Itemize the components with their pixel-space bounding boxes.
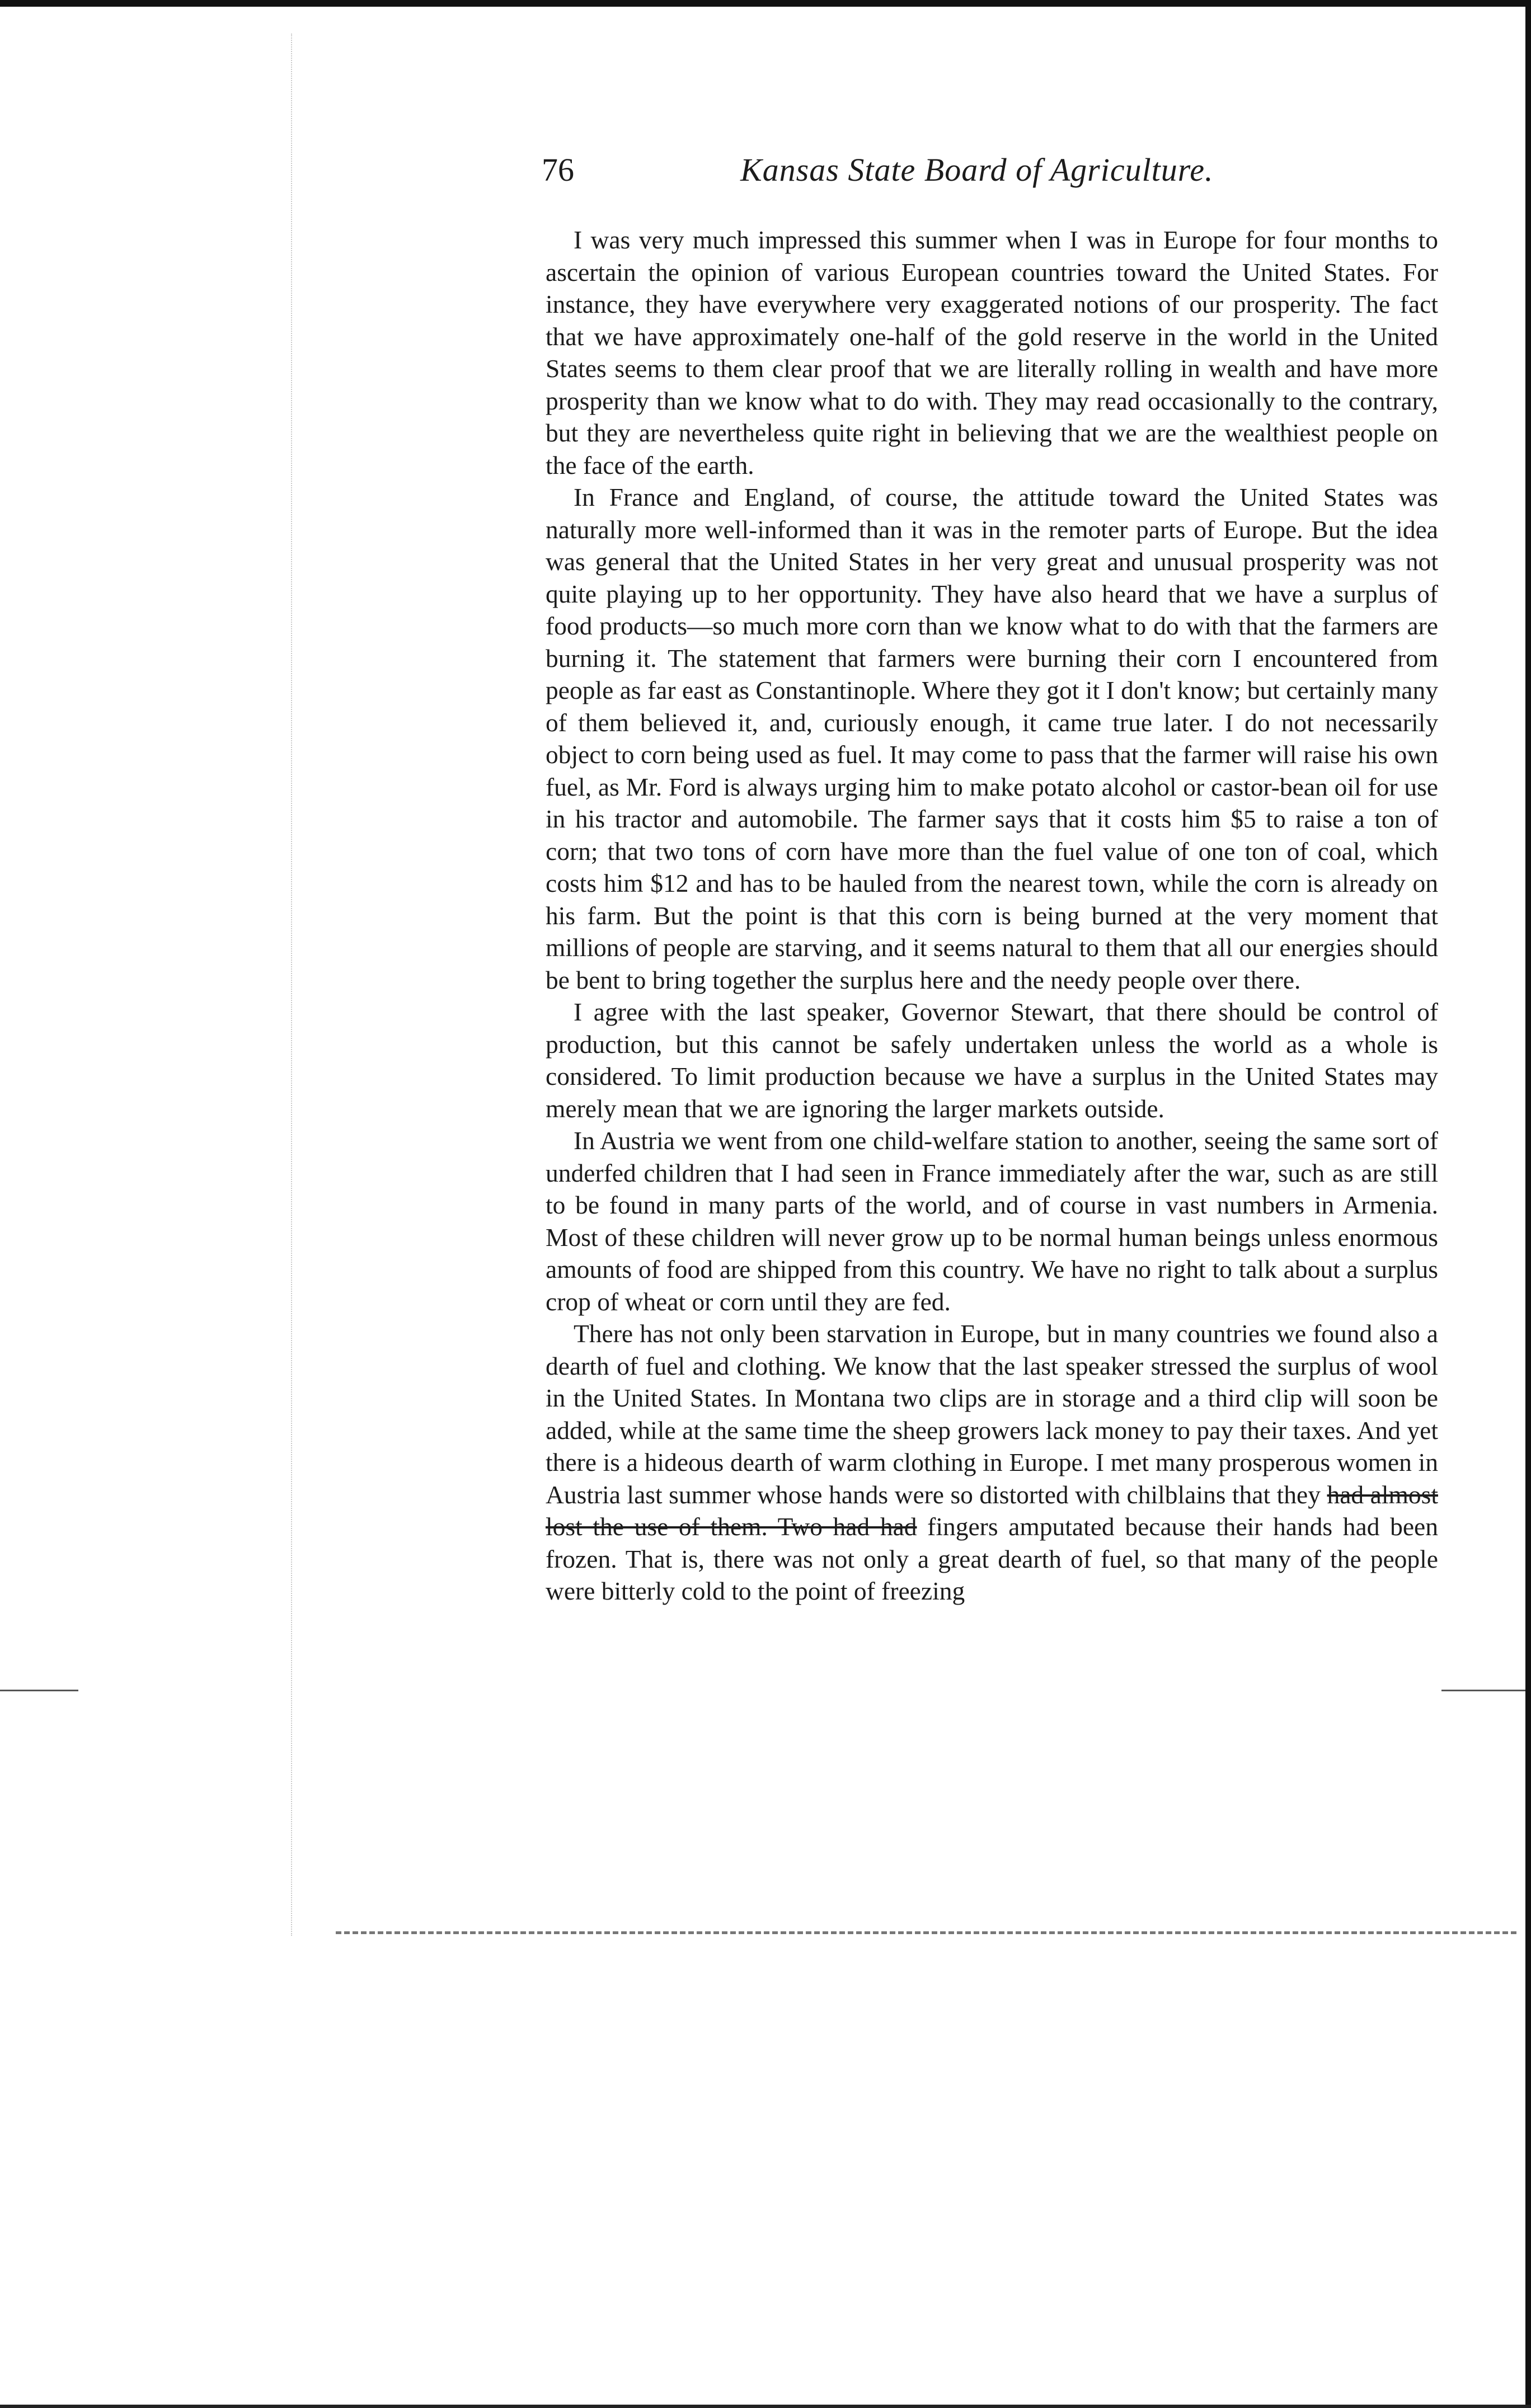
paragraph-5-text: There has not only been starvation in Europe, but in many countries we found also a dearth of fuel and clothing. We know that the last speaker stressed the surplus of wool in the United States. In Montana two clips are in storage and a third clip will soon be added, while at the same time the sheep growers lack money to pay their taxes. And yet there is a hideous dearth of warm clothing in Europe. I met many prosperous women in Austria last summer whose hands were so distorted with chilblains that they <box>546 1319 1438 1509</box>
paragraph-1: I was very much impressed this summer when I was in Europe for four months to ascertain the opinion of various European countries toward the United States. For instance, they have everywhere very exaggerated notions of our prosperity. The fact that we have approximately one-half of the gold reserve in the world in the United States seems to them clear proof that we are literally rolling in wealth and have more prosperity than we know what to do with. They may read occasionally to the contrary, but they are nevertheless quite right in believing that we are the wealthiest people on the face of the earth. <box>546 225 1438 479</box>
scan-artifact-line-bottom <box>336 1931 1516 1937</box>
journal-title: Kansas State Board of Agriculture. <box>740 152 1214 188</box>
page-crease <box>291 34 293 1936</box>
running-head <box>542 151 1437 196</box>
paragraph-4: In Austria we went from one child-welfare station to another, seeing the same sort of underfed children that I had seen in France immediately after the war, such as are still to be found in many parts of the world, and of course in vast numbers in Armenia. Most of these children will never grow up to be normal human beings unless enormous amounts of food are shipped from this country. We have no right to talk about a surplus crop of wheat or corn until they are fed. <box>546 1126 1438 1316</box>
paragraph-5-text-end: fingers amputated because their hands had been frozen. That is, there was not only a great dearth of fuel, so that many of the people were bitterly cold to the point of freezing <box>546 1512 1438 1605</box>
paragraph-2: In France and England, of course, the attitude toward the United States was naturally more well-informed than it was in the remoter parts of Europe. But the idea was general that the United States in her very great and unusual prosperity was not quite playing up to her opportunity. They have also heard that we have a surplus of food products—so much more corn than we know what to do with that the farmers are burning it. The statement that farmers were burning their corn I encountered from people as far east as Constantinople. Where they got it I don't know; but certainly many of them believed it, and, curiously enough, it came true later. I do not necessarily object to corn being used as fuel. It may come to pass that the farmer will raise his own fuel, as Mr. Ford is always urging him to make potato alcohol or castor-bean oil for use in his tractor and automobile. The farmer says that it costs him $5 to raise a ton of corn; that two tons of corn have more than the fuel value of one ton of coal, which costs him $12 and has to be hauled from the nearest town, while the corn is already on his farm. But the point is that this corn is being burned at the very moment that millions of people are starving, and it seems natural to them that all our energies should be bent to bring together the surplus here and the needy people over there. <box>546 483 1438 994</box>
scan-border-top <box>0 0 1531 7</box>
scan-border-bottom <box>0 2405 1531 2408</box>
scan-artifact-line-left <box>0 1690 78 1691</box>
body-text <box>546 224 1438 1607</box>
paragraph-5 <box>546 1318 1438 1607</box>
scan-border-right <box>1525 0 1531 2408</box>
paragraph-3: I agree with the last speaker, Governor Stewart, that there should be control of production, but this cannot be safely undertaken unless the world as a whole is considered. To limit production because we have a surplus in the United States may merely mean that we are ignoring the larger markets outside. <box>546 998 1438 1123</box>
page-number: 76 <box>542 152 574 188</box>
struck-through-text: had almost lost the use of them. Two had had <box>546 1480 1438 1541</box>
scan-artifact-line-right <box>1441 1690 1525 1691</box>
